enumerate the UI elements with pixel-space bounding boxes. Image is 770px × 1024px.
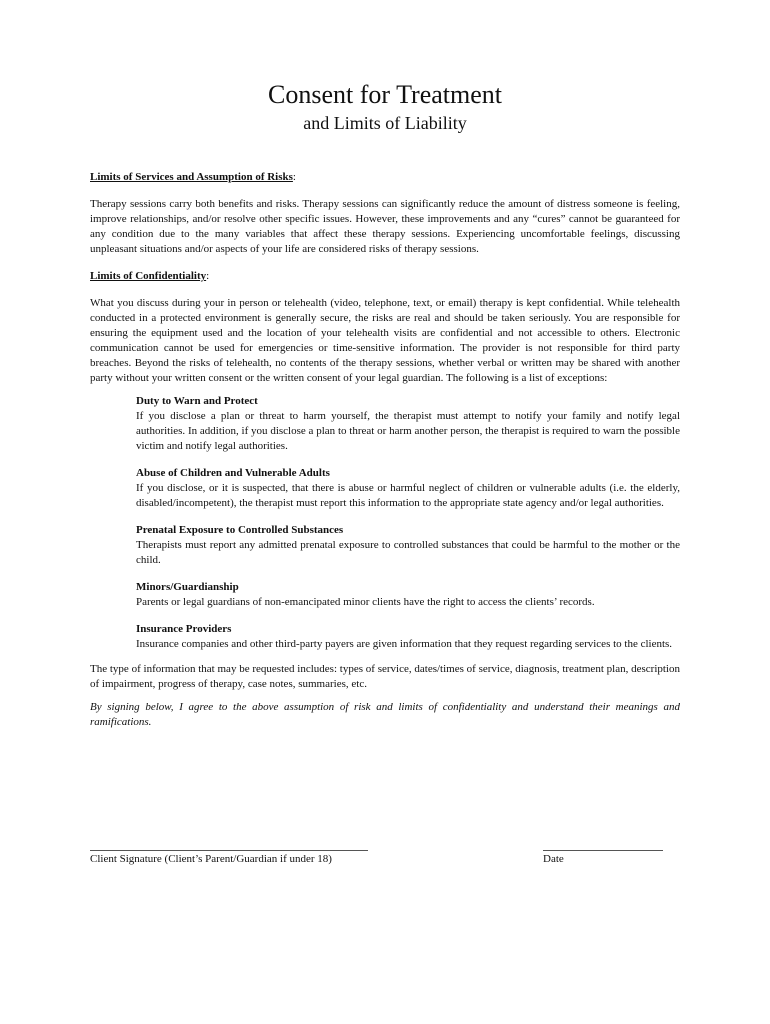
- exception-item: [136, 394, 680, 454]
- information-types-paragraph: The type of information that may be requested includes: types of service, dates/times of service, diagnosis, treatment plan, description of impairment, progress of therapy, case notes, summaries, etc.: [90, 663, 680, 690]
- section-heading-confidentiality-text: Limits of Confidentiality: [90, 270, 207, 282]
- document-title: Consent for Treatment: [268, 80, 502, 109]
- exceptions-list: [136, 394, 680, 652]
- signature-label: Client Signature (Client’s Parent/Guardian if under 18): [90, 853, 332, 865]
- exception-item: [136, 523, 680, 568]
- confidentiality-paragraph: What you discuss during your in person or telehealth (video, telephone, text, or email) therapy is kept confidential. While telehealth conducted in a protected environment is generally secure, the risks are real and should be taken seriously. You are responsible for ensuring the equipment used and the location of your telehealth visits are confidential and not accessible to others. Electronic communication cannot be used for emergencies or time-sensitive information. The provider is not responsible for third party breaches. Beyond the risks of telehealth, no contents of the therapy sessions, whether verbal or written may be shared with another party without your written consent or the written consent of your legal guardian. The following is a list of exceptions:: [90, 297, 680, 384]
- section-heading-risks: [90, 170, 680, 184]
- signature-line[interactable]: [90, 840, 368, 851]
- exception-item: [136, 580, 680, 610]
- exception-title: Abuse of Children and Vulnerable Adults: [136, 467, 330, 479]
- document-subtitle: and Limits of Liability: [303, 113, 467, 133]
- exception-title: Insurance Providers: [136, 623, 232, 635]
- exception-title: Minors/Guardianship: [136, 581, 239, 593]
- signature-row: [90, 840, 680, 870]
- exception-body: If you disclose a plan or threat to harm yourself, the therapist must attempt to notify your family and notify legal authorities. In addition, if you disclose a plan to threat or harm another person, the therapist is required to warn the possible victim and notify legal authorities.: [136, 410, 680, 452]
- exception-body: If you disclose, or it is suspected, that there is abuse or harmful neglect of children or vulnerable adults (i.e. the elderly, disabled/incompetent), the therapist must report this information to the appropriate state agency and/or legal authorities.: [136, 482, 680, 509]
- section-heading-confidentiality: [90, 269, 680, 283]
- risks-paragraph: Therapy sessions carry both benefits and risks. Therapy sessions can significantly reduce the amount of distress someone is feeling, improve relationships, and/or resolve other specific issues. However, these improvements and any “cures” cannot be guaranteed for any condition due to the many variables that affect these therapy sessions. Experiencing uncomfortable feelings, discussing unpleasant situations and/or aspects of your life are considered risks of therapy sessions.: [90, 198, 680, 255]
- consent-document: [90, 80, 680, 741]
- section-heading-risks-colon: :: [292, 171, 296, 183]
- exception-item: [136, 622, 680, 652]
- agreement-statement: By signing below, I agree to the above assumption of risk and limits of confidentiality and understand their meanings and ramifications.: [90, 701, 680, 728]
- date-line[interactable]: [543, 840, 663, 851]
- section-heading-risks-text: Limits of Services and Assumption of Risks: [90, 171, 293, 183]
- exception-title: Duty to Warn and Protect: [136, 395, 258, 407]
- date-label: Date: [543, 853, 564, 865]
- section-heading-confidentiality-colon: :: [206, 270, 210, 282]
- exception-item: [136, 466, 680, 511]
- exception-title: Prenatal Exposure to Controlled Substances: [136, 524, 344, 536]
- exception-body: Insurance companies and other third-party payers are given information that they request regarding services to the clients.: [136, 638, 673, 650]
- exception-body: Therapists must report any admitted prenatal exposure to controlled substances that could be harmful to the mother or the child.: [136, 539, 680, 566]
- exception-body: Parents or legal guardians of non-emancipated minor clients have the right to access the clients’ records.: [136, 596, 595, 608]
